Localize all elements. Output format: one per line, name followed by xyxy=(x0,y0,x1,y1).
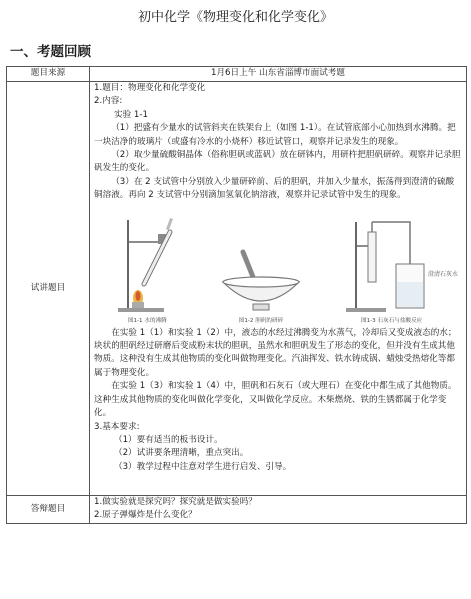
defense-question-1: 1.做实验就是探究吗？探究就是做实验吗？ xyxy=(94,497,257,507)
source-value: 1月6日上午 山东省淄博市面试考题 xyxy=(90,67,467,82)
figure-boiling xyxy=(108,212,186,325)
experiment-step-2: （2）取少量硫酸铜晶体（俗称胆矾或蓝矾）放在研钵内，用研杵把胆矾研碎。观察并记录胆矾发生的变化。 xyxy=(94,150,461,174)
defense-question-2: 2.原子弹爆炸是什么变化？ xyxy=(94,510,197,521)
requirement-3: （3）教学过程中注意对学生进行启发、引导。 xyxy=(114,461,292,472)
requirement-1: （1）要有适当的板书设计。 xyxy=(114,434,223,445)
lime-water-label: 澄清石灰水 xyxy=(427,270,458,278)
section-heading: 一、考题回顾 xyxy=(10,44,91,60)
requirement-2: （2）试讲要条理清晰，重点突出。 xyxy=(114,448,249,459)
table-row-defense xyxy=(7,496,467,524)
exam-table xyxy=(6,66,467,524)
figure-caption-3: 图1-3 石灰石与盐酸反应 xyxy=(361,317,423,324)
boiling-apparatus-image xyxy=(108,212,186,316)
defense-label: 答辩题目 xyxy=(7,496,90,524)
figure-mortar xyxy=(215,246,307,325)
topic-content xyxy=(90,82,467,496)
requirements-heading: 3.基本要求: xyxy=(94,421,140,432)
table-row-topic xyxy=(7,82,467,496)
content-heading: 2.内容: xyxy=(94,96,123,107)
topic-line: 1.题目：物理变化和化学变化 xyxy=(94,83,206,93)
chemical-change-paragraph: 在实验 1（3）和实验 1（4）中，胆矾和石灰石（或大理石）在变化中都生成了其他物质。这种生成其他物质的变化叫做化学变化，又叫做化学反应。木柴燃烧、铁的生锈都属于化学变化。 xyxy=(94,381,457,419)
experiment-step-1: （1）把盛有少量水的试管斜夹在铁架台上（如图 1-1）。在试管底部小心加热到水沸腾。把一块洁净的玻璃片（或盛有冷水的小烧杯）移近试管口，观察并记录发生的现象。 xyxy=(94,123,456,147)
figure-row xyxy=(94,207,462,325)
defense-content xyxy=(90,496,467,524)
document-title: 初中化学《物理变化和化学变化》 xyxy=(137,10,333,25)
mortar-image xyxy=(215,246,307,316)
figure-limestone xyxy=(336,212,458,325)
limestone-apparatus-image xyxy=(336,212,458,316)
source-label: 题目来源 xyxy=(7,67,90,82)
table-row-source xyxy=(7,67,467,82)
topic-label: 试讲题目 xyxy=(7,82,90,496)
physical-change-paragraph: 在实验 1（1）和实验 1（2）中，液态的水经过沸腾变为水蒸气，冷却后又变成液态的水；块状的胆矾经过研磨后变成粉末状的胆矾，虽然水和胆矾发生了形态的变化，但并没有生成其他物质。这种没有生成其他物质的变化叫做物理变化。汽油挥发、铁水铸成锅、蜡烛受热熔化等都属于物理变化。 xyxy=(94,327,457,378)
experiment-heading: 实验 1-1 xyxy=(114,109,148,120)
figure-caption-1: 图1-1 水的沸腾 xyxy=(127,317,167,324)
figure-caption-2: 图1-2 胆矾的研碎 xyxy=(238,317,284,324)
experiment-step-3: （3）在 2 支试管中分别放入少量研碎前、后的胆矾，并加入少量水，振荡得到澄清的硫酸铜溶液。再向 2 支试管中分别滴加氢氧化钠溶液，观察并记录试管中发生的现象。 xyxy=(94,176,455,201)
